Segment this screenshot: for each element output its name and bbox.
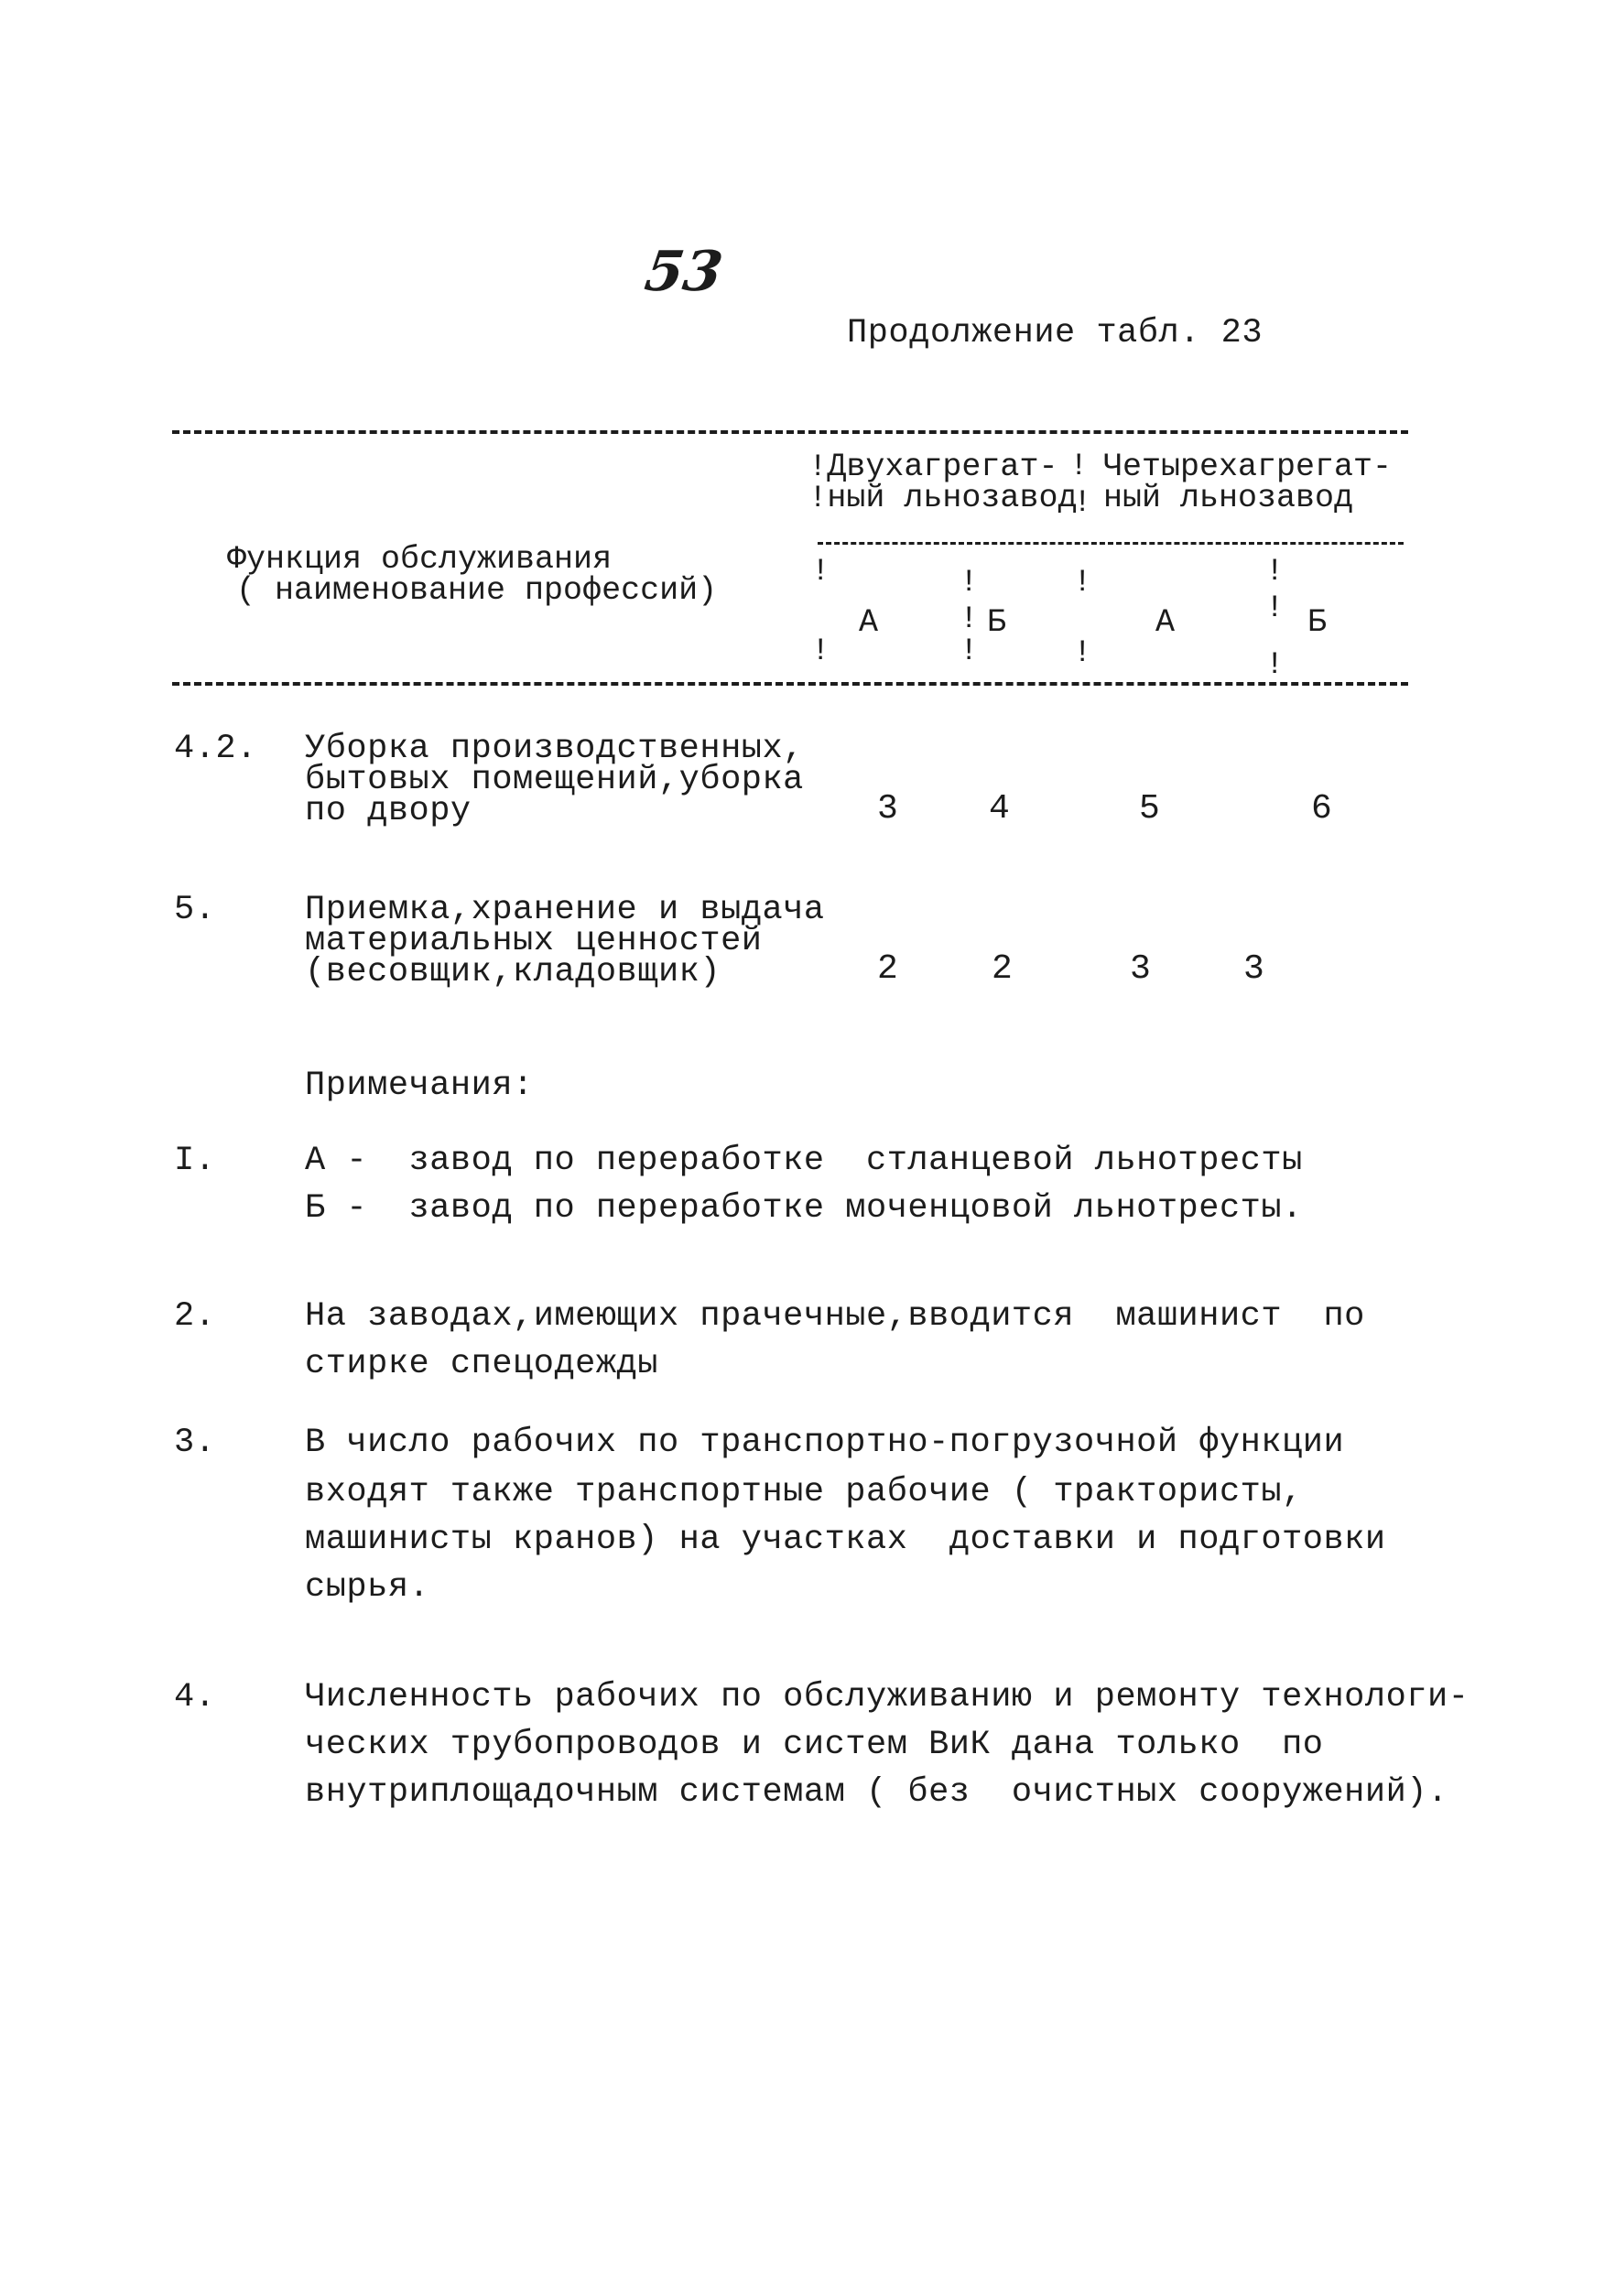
column-separator: !	[811, 555, 830, 590]
note-line: В число рабочих по транспортно-погрузочной функции	[305, 1424, 1345, 1462]
cell-value: 3	[1130, 949, 1151, 989]
note-number: 4.	[174, 1678, 216, 1717]
note-number: 3.	[174, 1424, 216, 1462]
row-number: 5.	[174, 891, 216, 929]
table-header-rule	[172, 682, 1408, 686]
note-line: Численность рабочих по обслуживанию и ремонту технологи-	[305, 1678, 1469, 1717]
row-header-line1: Функция обслуживания	[227, 541, 613, 578]
table-top-rule	[172, 430, 1408, 434]
notes-title: Примечания:	[305, 1067, 534, 1105]
note-line: входят также транспортные рабочие ( трактористы,	[305, 1473, 1303, 1511]
column-separator: !	[960, 566, 979, 601]
cell-value: 6	[1311, 789, 1332, 829]
column-separator: !	[1073, 566, 1092, 601]
cell-value: 2	[992, 949, 1013, 989]
table-caption: Продолжение табл. 23	[847, 314, 1263, 352]
column-separator: !	[1265, 555, 1285, 590]
group-header-two-unit: !Двухагрегат-	[808, 449, 1058, 485]
subcolumn-label: А	[1155, 604, 1176, 641]
column-separator: !	[1265, 591, 1285, 626]
row-label-line: Приемка,хранение и выдача	[305, 891, 825, 929]
column-separator: !	[960, 602, 979, 637]
subcolumn-label: А	[859, 604, 879, 641]
column-separator: !	[960, 634, 979, 669]
note-line: ческих трубопроводов и систем ВиК дана только по	[305, 1726, 1324, 1764]
row-label-line: бытовых помещений,уборка	[305, 761, 804, 799]
cell-value: 2	[877, 949, 898, 989]
group-header-two-unit-line2: !ный льнозавод	[808, 480, 1078, 516]
note-line: А - завод по переработке стланцевой льнотресты	[305, 1142, 1303, 1180]
column-separator: !	[1069, 449, 1089, 484]
subcolumn-label: Б	[987, 604, 1007, 641]
group-header-four-unit: Четырехагрегат-	[1103, 449, 1393, 485]
subcolumn-label: Б	[1307, 604, 1328, 641]
column-separator: !	[1265, 648, 1285, 683]
column-separator: !	[811, 634, 830, 669]
row-header-line2: ( наименование профессий)	[236, 572, 718, 609]
column-separator: !	[808, 450, 828, 485]
row-label-line: материальных ценностей	[305, 922, 763, 960]
note-line: Б - завод по переработке моченцовой льнотресты.	[305, 1189, 1303, 1228]
cell-value: 3	[1243, 949, 1264, 989]
note-line: стирке спецодежды	[305, 1345, 658, 1383]
note-number: I.	[174, 1142, 216, 1180]
cell-value: 4	[989, 789, 1010, 829]
cell-value: 3	[877, 789, 898, 829]
note-line: сырья.	[305, 1568, 430, 1607]
note-line: машинисты кранов) на участках доставки и подготовки	[305, 1521, 1386, 1559]
note-line: На заводах,имеющих прачечные,вводится машинист по	[305, 1297, 1365, 1336]
group-header-four-unit-line2: ный льнозавод	[1103, 480, 1354, 516]
column-separator: !	[1073, 486, 1092, 521]
row-label-line: Уборка производственных,	[305, 730, 804, 768]
cell-value: 5	[1139, 789, 1160, 829]
row-label-line: по двору	[305, 792, 472, 830]
note-line: внутриплощадочным системам ( без очистных сооружений).	[305, 1773, 1448, 1812]
column-separator: !	[1073, 636, 1092, 671]
row-label-line: (весовщик,кладовщик)	[305, 953, 721, 991]
page-number: 53	[641, 240, 727, 304]
column-separator: !	[808, 482, 828, 516]
subheader-rule	[818, 542, 1404, 545]
row-number: 4.2.	[174, 730, 257, 768]
note-number: 2.	[174, 1297, 216, 1336]
